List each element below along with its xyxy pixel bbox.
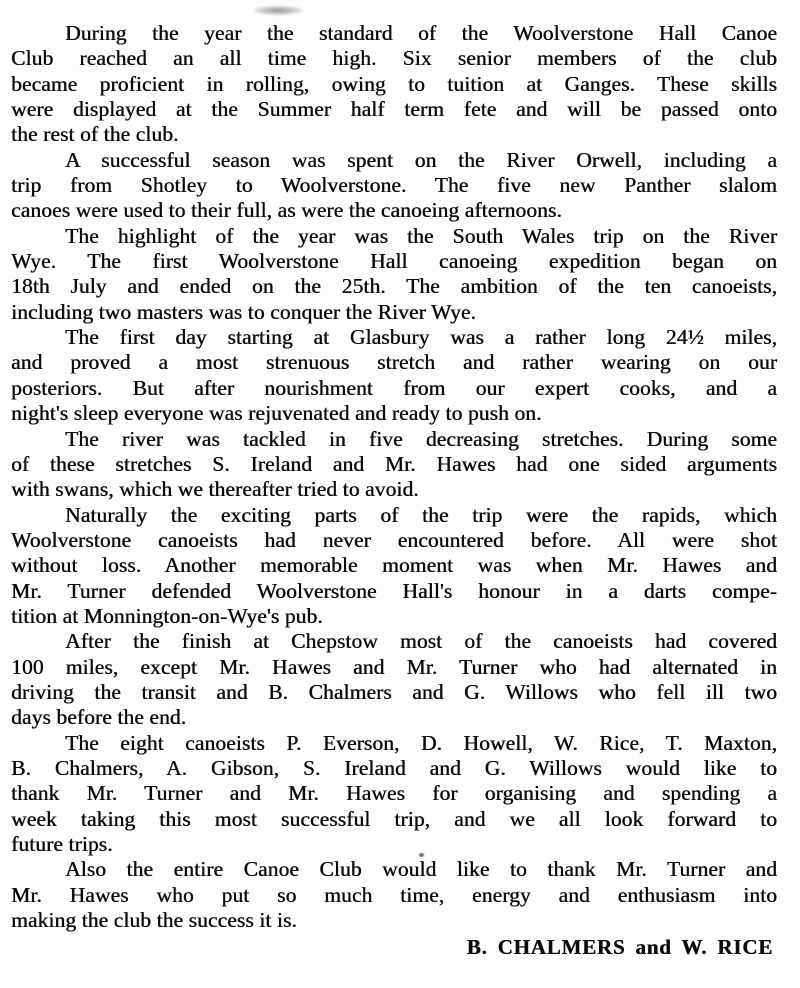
text-line: of these stretches S. Ireland and Mr. Hawes had one sided arguments: [11, 451, 777, 476]
text-line: future trips.: [11, 832, 113, 856]
text-line: were displayed at the Summer half term fete and will be passed onto: [11, 97, 777, 122]
text-line: became proficient in rolling, owing to tuition at Ganges. These skills: [11, 71, 777, 96]
text-line: After the finish at Chepstow most of the canoeists had covered: [65, 629, 777, 654]
text-line: including two masters was to conquer the River Wye.: [11, 299, 476, 324]
scan-smudge-artifact: [254, 6, 302, 15]
text-line: week taking this most successful trip, and we all look forward to: [11, 806, 777, 831]
text-line: 18th July and ended on the 25th. The ambition of the ten canoeists,: [11, 274, 777, 299]
text-line: the rest of the club.: [11, 122, 179, 147]
signature: B. CHALMERS and W. RICE: [466, 935, 773, 960]
text-line: trip from Shotley to Woolverstone. The five new Panther slalom: [11, 173, 777, 198]
text-line: with swans, which we thereafter tried to avoid.: [11, 477, 419, 502]
text-line: Woolverstone canoeists had never encountered before. All were shot: [11, 527, 777, 552]
text-line: Naturally the exciting parts of the trip were the rapids, which: [65, 502, 777, 527]
text-line: making the club the success it is.: [11, 908, 297, 933]
text-line: The eight canoeists P. Everson, D. Howell, W. Rice, T. Maxton,: [65, 730, 777, 755]
text-line: canoes were used to their full, as were the canoeing afternoons.: [11, 198, 562, 223]
text-line: During the year the standard of the Woolverstone Hall Canoe: [65, 21, 777, 45]
text-line: Mr. Hawes who put so much time, energy and enthusiasm into: [11, 882, 777, 907]
text-line: posteriors. But after nourishment from our expert cooks, and a: [11, 375, 777, 400]
text-line: night's sleep everyone was rejuvenated and ready to push on.: [11, 401, 542, 426]
text-line: and proved a most strenuous stretch and rather wearing on our: [11, 350, 777, 375]
text-line: The highlight of the year was the South Wales trip on the River: [65, 223, 777, 248]
text-line: tition at Monnington-on-Wye's pub.: [11, 603, 323, 628]
text-line: without loss. Another memorable moment was when Mr. Hawes and: [11, 553, 777, 578]
text-line: Club reached an all time high. Six senior members of the club: [11, 46, 777, 71]
text-line: B. Chalmers, A. Gibson, S. Ireland and G. Willows would like to: [11, 755, 777, 780]
text-column: [11, 21, 777, 961]
text-line: The river was tackled in five decreasing stretches. During some: [65, 426, 777, 451]
text-line: days before the end.: [11, 705, 187, 730]
text-line: thank Mr. Turner and Mr. Hawes for organising and spending a: [11, 781, 777, 806]
text-line: Wye. The first Woolverstone Hall canoeing expedition began on: [11, 249, 777, 274]
text-line: Mr. Turner defended Woolverstone Hall's honour in a darts compe-: [11, 578, 777, 603]
text-line: driving the transit and B. Chalmers and G. Willows who fell ill two: [11, 679, 777, 704]
document-body: [11, 21, 777, 933]
text-line: 100 miles, except Mr. Hawes and Mr. Turner who had alternated in: [11, 654, 777, 679]
text-line: A successful season was spent on the River Orwell, including a: [65, 147, 777, 172]
text-line: The first day starting at Glasbury was a rather long 24½ miles,: [65, 325, 777, 350]
text-line: Also the entire Canoe Club would like to thank Mr. Turner and: [65, 857, 777, 882]
